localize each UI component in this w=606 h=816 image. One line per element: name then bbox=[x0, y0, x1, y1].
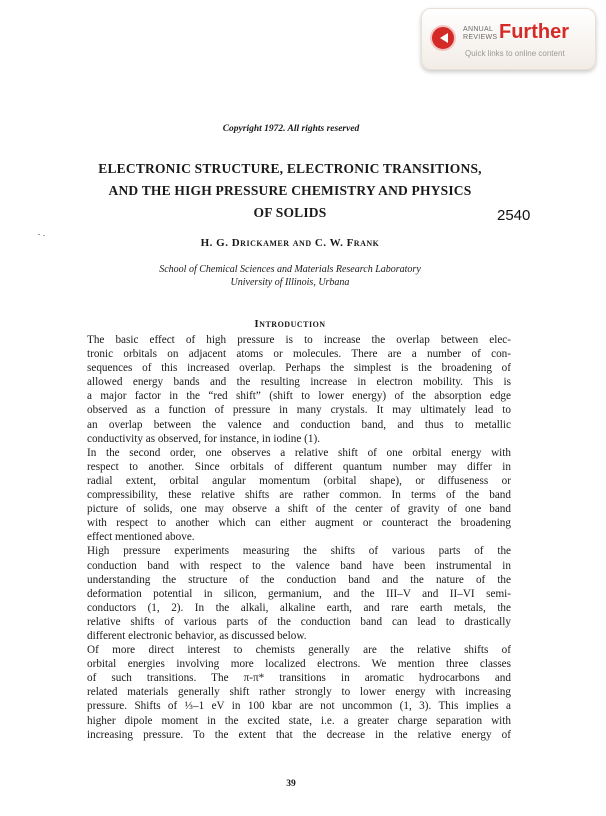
title-line: OF SOLIDS bbox=[253, 205, 327, 220]
text-line: relative shifts of various parts of the conduction band can lead to drastically bbox=[87, 615, 511, 628]
scan-speck bbox=[38, 234, 46, 236]
text-line: observed as a function of pressure in many crystals. It may ultimately lead to bbox=[87, 404, 511, 417]
paragraph bbox=[73, 544, 511, 643]
authors: H. G. Drickamer and C. W. Frank bbox=[200, 237, 380, 249]
text-line: effect mentioned above. bbox=[87, 531, 195, 544]
text-line: tronic orbitals on adjacent atoms or molecules. There are a number of con- bbox=[87, 348, 511, 361]
copyright-notice: Copyright 1972. All rights reserved bbox=[222, 124, 360, 134]
text-line: higher dipole moment in the excited state, i.e. a greater charge separation with bbox=[87, 714, 511, 727]
text-line: deformation potential in silicon, germanium, and the III–V and II–VI semi- bbox=[87, 587, 511, 600]
text-line: related materials generally shift rather strongly to lower energy with increasing bbox=[87, 686, 511, 699]
paper-title bbox=[70, 158, 510, 224]
paragraph bbox=[73, 333, 511, 446]
affiliation-line: University of Illinois, Urbana bbox=[230, 277, 350, 288]
text-line: radial extent, orbital angular momentum (orbital shape), or diffuseness or bbox=[87, 474, 511, 487]
paragraph bbox=[73, 446, 511, 545]
section-heading: Introduction bbox=[254, 318, 326, 330]
text-line: increasing pressure. To the extent that the decrease in the relative energy of bbox=[87, 728, 511, 741]
text-line: In the second order, one observes a relative shift of one orbital energy with bbox=[87, 446, 511, 459]
text-line: picture of solids, one may observe a shift of the center of gravity of one band bbox=[87, 503, 511, 516]
text-line: High pressure experiments measuring the shifts of various parts of the bbox=[87, 545, 511, 558]
affiliation bbox=[0, 263, 580, 289]
banner-subtitle[interactable]: Quick links to online content bbox=[465, 49, 565, 58]
title-line: ELECTRONIC STRUCTURE, ELECTRONIC TRANSITIONS, bbox=[98, 161, 482, 176]
text-line: a major factor in the “red shift” (shift to lower energy) of the absorption edge bbox=[87, 390, 511, 403]
text-line: understanding the structure of the conduction band and the nature of the bbox=[87, 573, 511, 586]
text-line: allowed energy bands and the resulting increase in electron mobility. This is bbox=[87, 376, 511, 389]
text-line: The basic effect of high pressure is to increase the overlap between elec- bbox=[87, 334, 511, 346]
page-number: 39 bbox=[286, 779, 296, 789]
text-line: sequences of this increased overlap. Perhaps the simplest is the broadening of bbox=[87, 362, 511, 375]
further-label: Further bbox=[499, 21, 569, 43]
text-line: different electronic behavior, as discussed below. bbox=[87, 629, 307, 642]
text-line: conductivity as observed, for instance, in iodine (1). bbox=[87, 432, 321, 445]
text-line: conductors (1, 2). In the alkali, alkaline earth, and rare earth metals, the bbox=[87, 601, 511, 614]
text-line: pressure. Shifts of ⅓–1 eV in 100 kbar are not uncommon (1, 3). This implies a bbox=[87, 700, 511, 713]
text-line: with respect to another which can either augment or counteract the broadening bbox=[87, 517, 511, 530]
text-line: compressibility, these relative shifts are rather common. In terms of the band bbox=[87, 489, 511, 502]
affiliation-line: School of Chemical Sciences and Materials Research Laboratory bbox=[159, 264, 421, 275]
annual-reviews-logo: ANNUAL REVIEWS bbox=[463, 26, 498, 41]
text-line: orbital energies involving more localized electrons. We mention three classes bbox=[87, 658, 511, 671]
further-banner[interactable] bbox=[421, 8, 596, 70]
text-line: an overlap between the valence and conduction band, and thus to metallic bbox=[87, 418, 511, 431]
body-text bbox=[73, 333, 511, 742]
title-line: AND THE HIGH PRESSURE CHEMISTRY AND PHYSICS bbox=[108, 183, 472, 198]
play-back-icon bbox=[430, 25, 456, 51]
document-number: 2540 bbox=[497, 207, 531, 224]
paragraph bbox=[73, 643, 511, 742]
text-line: Of more direct interest to chemists generally are the relative shifts of bbox=[87, 644, 511, 657]
text-line: respect to another. Since orbitals of different quantum number may differ in bbox=[87, 460, 511, 473]
text-line: conduction band with respect to the valence band have been instrumental in bbox=[87, 559, 511, 572]
text-line: of such transitions. The π-π* transitions in aromatic hydrocarbons and bbox=[87, 672, 511, 685]
